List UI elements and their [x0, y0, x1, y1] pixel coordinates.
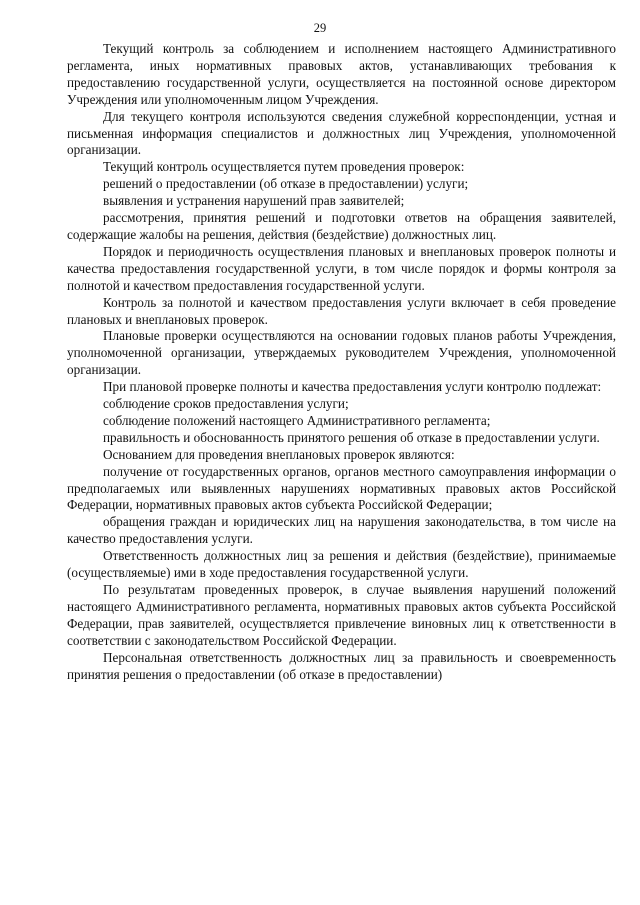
paragraph: По результатам проведенных проверок, в случае выявления нарушений положений настоящего Административного регламента, нормативных правовых актов субъекта Российской Федерации, прав заявителей, осуществляется привлечение виновных лиц к ответственности в соответствии с законодательством Российской Федерации. [67, 582, 616, 648]
paragraph: При плановой проверке полноты и качества предоставления услуги контролю подлежат: [103, 379, 602, 395]
paragraph: Плановые проверки осуществляются на основании годовых планов работы Учреждения, уполномоченной организации, утверждаемых руководителем Учреждения, уполномоченной организации. [67, 328, 616, 378]
list-item: получение от государственных органов, органов местного самоуправления информации о предполагаемых или выявленных нарушениях нормативных правовых актов Российской Федерации, нормативных правовых актов субъекта Российской Федерации; [67, 463, 616, 513]
list-item: правильность и обоснованность принятого решения об отказе в предоставлении услуги. [103, 429, 600, 445]
page-number: 29 [313, 21, 327, 35]
paragraph: Текущий контроль за соблюдением и исполнением настоящего Административного регламента, иных нормативных правовых актов, устанавливающих требования к предоставлению государственной услуги, осуществляется на постоянной основе директором Учреждения или уполномоченным лицом Учреждения. [67, 41, 616, 107]
list-item: соблюдение сроков предоставления услуги; [103, 396, 349, 412]
list-item: обращения граждан и юридических лиц на нарушения законодательства, в том числе на качество предоставления услуги. [67, 514, 616, 547]
list-item: рассмотрения, принятия решений и подготовки ответов на обращения заявителей, содержащие жалобы на решения, действия (бездействие) должностных лиц. [67, 210, 616, 242]
paragraph: Контроль за полнотой и качеством предоставления услуги включает в себя проведение плановых и внеплановых проверок. [67, 294, 616, 327]
paragraph: Персональная ответственность должностных лиц за правильность и своевременность принятия решения о предоставлении (об отказе в предоставлении) [67, 649, 616, 682]
paragraph: Ответственность должностных лиц за решения и действия (бездействие), принимаемые (осуществляемые) ими в ходе предоставления государственной услуги. [67, 548, 616, 581]
paragraph: Текущий контроль осуществляется путем проведения проверок: [103, 159, 465, 175]
list-item: выявления и устранения нарушений прав заявителей; [103, 193, 405, 209]
document-body [67, 41, 616, 683]
paragraph: Основанием для проведения внеплановых проверок являются: [103, 446, 455, 462]
list-item: соблюдение положений настоящего Административного регламента; [103, 412, 491, 428]
paragraph: Порядок и периодичность осуществления плановых и внеплановых проверок полноты и качества предоставления государственной услуги, в том числе порядок и формы контроля за полнотой и качеством предоставления государственной услуги. [67, 243, 616, 293]
paragraph: Для текущего контроля используются сведения служебной корреспонденции, устная и письменная информация специалистов и должностных лиц Учреждения, уполномоченной организации. [67, 108, 616, 158]
list-item: решений о предоставлении (об отказе в предоставлении) услуги; [103, 176, 469, 192]
